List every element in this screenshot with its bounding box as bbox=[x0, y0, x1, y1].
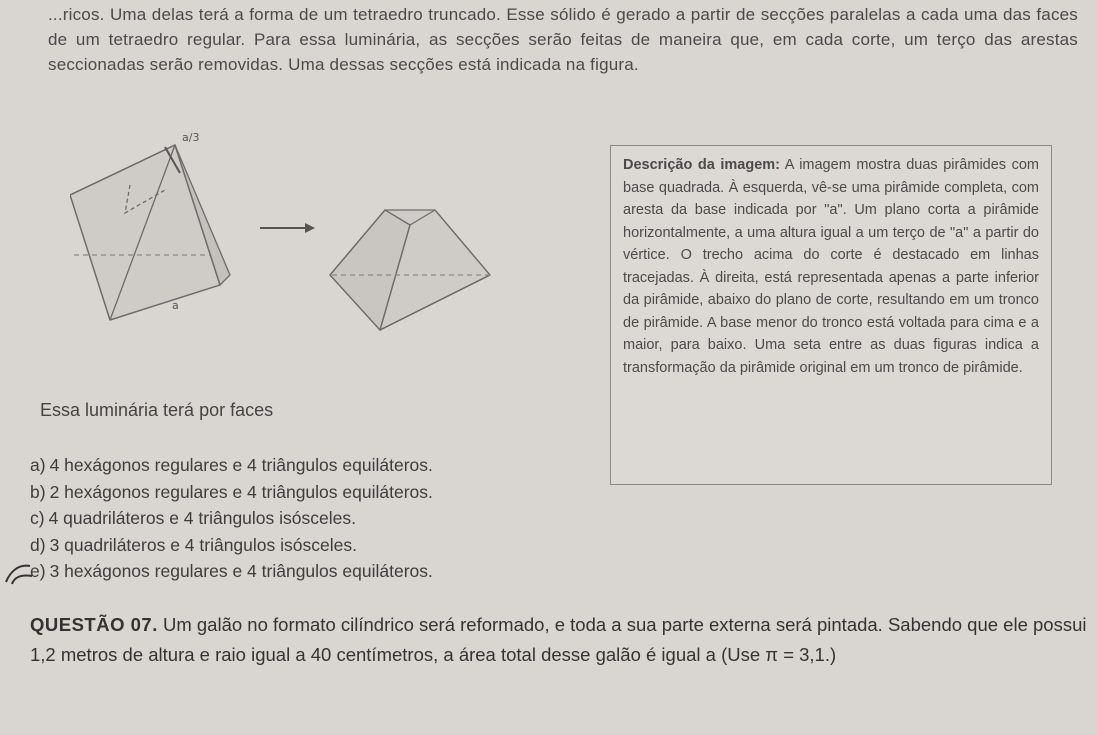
option-label: e) bbox=[30, 561, 46, 581]
option-label: d) bbox=[30, 534, 46, 555]
frustum-pyramid bbox=[330, 210, 490, 330]
fraction-label: a/3 bbox=[182, 131, 200, 144]
handwritten-mark-icon bbox=[4, 562, 34, 586]
arrow-icon bbox=[260, 223, 315, 233]
option-label: c) bbox=[30, 508, 45, 528]
description-heading: Descrição da imagem: bbox=[623, 157, 780, 173]
answer-options bbox=[30, 452, 433, 585]
intro-text: ...ricos. Uma delas terá a forma de um tetraedro truncado. Esse sólido é gerado a partir de secções paralelas a cada uma das faces de um tetraedro regular. Para essa luminária, as secções serão feitas de maneira que, em cada corte, um terço das arestas seccionadas serão removidas. Uma dessas secções está indicada na figura. bbox=[48, 5, 1078, 74]
option-text: 2 hexágonos regulares e 4 triângulos equiláteros. bbox=[49, 481, 433, 502]
pyramid-diagram bbox=[70, 125, 520, 340]
option-text: 3 hexágonos regulares e 4 triângulos equiláteros. bbox=[49, 561, 433, 581]
complete-pyramid bbox=[70, 145, 230, 320]
description-body: A imagem mostra duas pirâmides com base quadrada. À esquerda, vê-se uma pirâmide completa, com aresta da base indicada por "a". Um plano corta a pirâmide horizontalmente, a uma altura igual a um terço de "a" a partir do vértice. O trecho acima do corte é destacado em linhas tracejadas. À direita, está representada apenas a parte inferior da pirâmide, abaixo do plano de corte, resultando em um tronco de pirâmide. A base menor do tronco está voltada para cima e a maior, para baixo. Uma seta entre as duas figuras indica a transformação da pirâmide original em um tronco de pirâmide. bbox=[623, 157, 1040, 376]
edge-label: a bbox=[172, 299, 179, 312]
option-b[interactable] bbox=[30, 479, 433, 506]
option-c[interactable] bbox=[30, 505, 433, 532]
image-description-box bbox=[610, 145, 1052, 485]
option-a[interactable] bbox=[30, 452, 433, 479]
option-text: 3 quadriláteros e 4 triângulos isósceles. bbox=[49, 534, 357, 555]
question-7-text: Um galão no formato cilíndrico será reformado, e toda a sua parte externa será pintada. Sabendo que ele possui 1,2 metros de altura e raio igual a 40 centímetros, a área total desse galão é igual a (Use π = 3,1.) bbox=[30, 614, 1087, 665]
intro-paragraph bbox=[48, 2, 1078, 77]
option-d[interactable] bbox=[30, 532, 433, 559]
option-text: 4 hexágonos regulares e 4 triângulos equiláteros. bbox=[49, 455, 433, 475]
option-text: 4 quadriláteros e 4 triângulos isósceles. bbox=[48, 508, 356, 528]
question-7-label: QUESTÃO 07. bbox=[30, 614, 158, 635]
option-label: b) bbox=[30, 481, 46, 502]
option-e[interactable] bbox=[30, 558, 433, 585]
question-lead: Essa luminária terá por faces bbox=[40, 400, 274, 420]
question-7 bbox=[30, 610, 1097, 670]
pyramid-figure bbox=[70, 125, 520, 340]
option-label: a) bbox=[30, 455, 46, 475]
